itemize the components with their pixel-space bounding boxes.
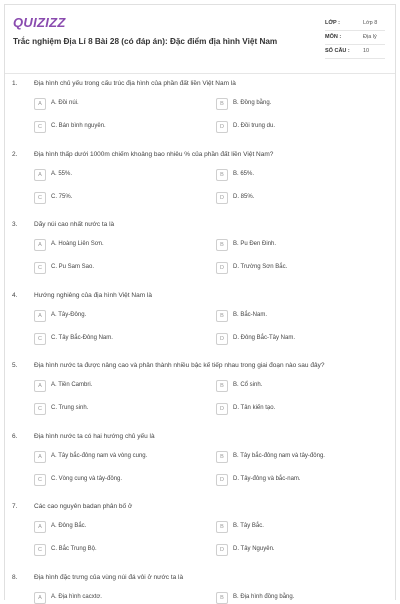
- meta-value: 10: [363, 48, 370, 54]
- question-number: 4.: [12, 291, 18, 299]
- option-letter-box[interactable]: B: [216, 310, 228, 322]
- option-letter-box[interactable]: C: [34, 262, 46, 274]
- option-letter-box[interactable]: C: [34, 474, 46, 486]
- answer-option[interactable]: [34, 310, 174, 322]
- question-text: Địa hình chủ yếu trong cấu trúc địa hình của phần đất liền Việt Nam là: [34, 80, 236, 87]
- option-letter-box[interactable]: C: [34, 333, 46, 345]
- question-number: 3.: [12, 221, 18, 228]
- option-text: C. Bán bình nguyên.: [51, 123, 106, 129]
- option-letter-box[interactable]: D: [216, 474, 228, 486]
- answer-option[interactable]: [34, 121, 174, 133]
- worksheet-page: [4, 4, 396, 600]
- option-text: B. Đồng bằng.: [233, 100, 272, 106]
- meta-key: MÔN :: [325, 34, 342, 40]
- option-letter-box[interactable]: B: [216, 169, 228, 181]
- option-text: C. Bắc Trung Bộ.: [51, 546, 97, 552]
- answer-option[interactable]: [34, 474, 174, 486]
- option-text: A. 55%.: [51, 170, 73, 177]
- option-text: A. Đồi núi.: [51, 100, 79, 106]
- option-text: D. Tây Nguyên.: [233, 546, 275, 552]
- option-letter-box[interactable]: C: [34, 192, 46, 204]
- answer-option[interactable]: [216, 192, 356, 204]
- option-text: B. Pu Đen Đinh.: [233, 241, 277, 247]
- answer-option[interactable]: [34, 169, 174, 181]
- answer-option[interactable]: [216, 333, 356, 345]
- answer-option[interactable]: [216, 474, 356, 486]
- question-number: 8.: [12, 573, 18, 581]
- option-letter-box[interactable]: D: [216, 544, 228, 556]
- option-letter-box[interactable]: D: [216, 403, 228, 415]
- meta-row-subject: [325, 31, 385, 45]
- option-text: B. Cổ sinh.: [233, 382, 263, 388]
- question-text: Địa hình nước ta được nâng cao và phân thành nhiều bậc kế tiếp nhau trong giai đoạn nào sau đây?: [34, 362, 325, 369]
- header-divider: [5, 73, 395, 74]
- option-text: C. Pu Sam Sao.: [51, 264, 95, 270]
- option-letter-box[interactable]: A: [34, 310, 46, 322]
- option-text: A. Hoàng Liên Sơn.: [51, 241, 104, 247]
- answer-option[interactable]: [216, 310, 356, 322]
- option-text: C. 75%.: [51, 193, 73, 200]
- answer-option[interactable]: [216, 121, 356, 133]
- option-text: A. Tây-Đông.: [51, 311, 87, 318]
- answer-option[interactable]: [216, 544, 356, 556]
- option-letter-box[interactable]: A: [34, 592, 46, 604]
- question-number: 6.: [12, 432, 18, 440]
- option-text: B. Bắc-Nam.: [233, 311, 268, 318]
- option-text: A. Đông Bắc.: [51, 523, 87, 529]
- meta-table: [325, 17, 385, 59]
- option-letter-box[interactable]: A: [34, 380, 46, 392]
- option-letter-box[interactable]: D: [216, 121, 228, 133]
- option-text: B. Tây bắc-đông nam và tây-đông.: [233, 452, 325, 459]
- option-letter-box[interactable]: B: [216, 380, 228, 392]
- option-text: D. Đông Bắc-Tây Nam.: [233, 334, 296, 341]
- option-letter-box[interactable]: B: [216, 521, 228, 533]
- option-text: A. Tiền Cambri.: [51, 382, 93, 388]
- option-letter-box[interactable]: D: [216, 333, 228, 345]
- option-letter-box[interactable]: A: [34, 239, 46, 251]
- answer-option[interactable]: [216, 98, 356, 110]
- answer-option[interactable]: [34, 521, 174, 533]
- meta-value: Lớp 8: [363, 20, 378, 26]
- option-text: B. Địa hình đồng bằng.: [233, 593, 295, 600]
- answer-option[interactable]: [34, 333, 174, 345]
- option-letter-box[interactable]: B: [216, 239, 228, 251]
- option-letter-box[interactable]: B: [216, 592, 228, 604]
- answer-option[interactable]: [34, 544, 174, 556]
- option-text: C. Vòng cung và tây-đông.: [51, 475, 123, 482]
- question-number: 1.: [12, 80, 18, 87]
- answer-option[interactable]: [216, 262, 356, 274]
- answer-option[interactable]: [216, 451, 356, 463]
- question-text: Hướng nghiêng của địa hình Việt Nam là: [34, 291, 152, 299]
- answer-option[interactable]: [34, 262, 174, 274]
- option-text: C. Tây Bắc-Đông Nam.: [51, 334, 113, 341]
- question-number: 5.: [12, 362, 18, 369]
- option-letter-box[interactable]: D: [216, 192, 228, 204]
- option-letter-box[interactable]: A: [34, 451, 46, 463]
- option-letter-box[interactable]: A: [34, 521, 46, 533]
- question-text: Các cao nguyên badan phân bố ở: [34, 503, 133, 510]
- answer-option[interactable]: [34, 192, 174, 204]
- meta-row-count: [325, 45, 385, 59]
- question-text: Dãy núi cao nhất nước ta là: [34, 221, 115, 228]
- answer-option[interactable]: [216, 521, 356, 533]
- option-text: D. Tân kiến tạo.: [233, 405, 276, 411]
- option-letter-box[interactable]: B: [216, 451, 228, 463]
- question-text: Địa hình đặc trưng của vùng núi đá vôi ở nước ta là: [34, 573, 184, 581]
- option-text: D. Tây-đông và bắc-nam.: [233, 475, 301, 482]
- option-text: D. Đồi trung du.: [233, 123, 276, 129]
- meta-value: Địa lý: [363, 34, 377, 40]
- quizizz-logo: QUIZIZZ: [13, 15, 66, 30]
- worksheet-header: [13, 15, 385, 67]
- answer-option[interactable]: [216, 169, 356, 181]
- answer-option[interactable]: [34, 239, 174, 251]
- option-text: C. Trung sinh.: [51, 405, 89, 411]
- option-letter-box[interactable]: D: [216, 262, 228, 274]
- question-text: Địa hình nước ta có hai hướng chủ yếu là: [34, 432, 155, 440]
- answer-option[interactable]: [216, 403, 356, 415]
- worksheet-title: Trắc nghiệm Địa Lí 8 Bài 28 (có đáp án): Đặc điểm địa hình Việt Nam: [13, 37, 278, 46]
- question-number: 2.: [12, 150, 18, 158]
- answer-option[interactable]: [216, 239, 356, 251]
- answer-option[interactable]: [216, 592, 356, 604]
- meta-key: SỐ CÂU :: [325, 48, 350, 54]
- option-letter-box[interactable]: A: [34, 169, 46, 181]
- option-text: A. Địa hình cacxtơ.: [51, 593, 102, 600]
- option-letter-box[interactable]: B: [216, 98, 228, 110]
- answer-option[interactable]: [34, 98, 174, 110]
- option-letter-box[interactable]: A: [34, 98, 46, 110]
- option-text: D. Trường Sơn Bắc.: [233, 264, 288, 270]
- option-letter-box[interactable]: C: [34, 403, 46, 415]
- meta-row-class: [325, 17, 385, 31]
- option-text: A. Tây bắc-đông nam và vòng cung.: [51, 452, 148, 459]
- meta-key: LỚP :: [325, 20, 340, 26]
- question-text: Địa hình thấp dưới 1000m chiếm khoảng bao nhiêu % của phần đất liền Việt Nam?: [34, 150, 274, 158]
- answer-option[interactable]: [34, 403, 174, 415]
- answer-option[interactable]: [216, 380, 356, 392]
- option-text: B. 65%.: [233, 170, 255, 177]
- answer-option[interactable]: [34, 451, 174, 463]
- question-number: 7.: [12, 503, 18, 510]
- answer-option[interactable]: [34, 592, 174, 604]
- option-letter-box[interactable]: C: [34, 544, 46, 556]
- option-letter-box[interactable]: C: [34, 121, 46, 133]
- option-text: B. Tây Bắc.: [233, 523, 264, 529]
- answer-option[interactable]: [34, 380, 174, 392]
- option-text: D. 85%.: [233, 193, 255, 200]
